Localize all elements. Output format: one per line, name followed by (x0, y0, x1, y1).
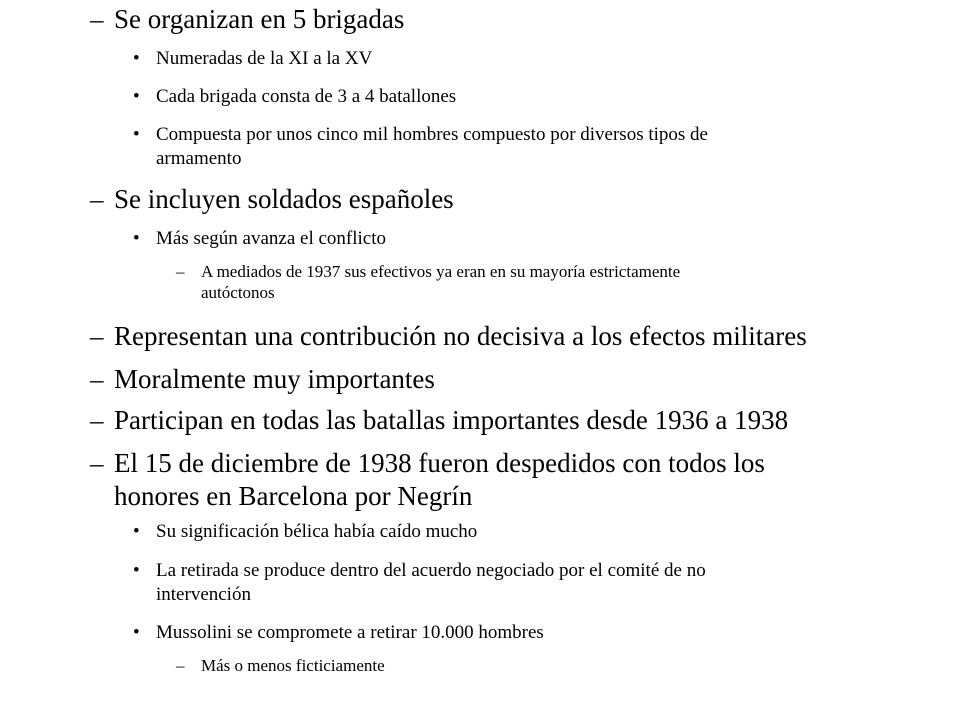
dash-marker: – (176, 262, 185, 281)
dash-marker: – (176, 656, 185, 675)
bullet-marker: • (133, 521, 140, 542)
item-text: autóctonos (201, 283, 275, 302)
item-text: Su significación bélica había caído mucho (156, 521, 478, 542)
item-text: Mussolini se compromete a retirar 10.000 hombres (156, 622, 544, 643)
item-text: Más o menos ficticiamente (201, 656, 385, 675)
item-text: Se incluyen soldados españoles (114, 184, 454, 214)
item-text: honores en Barcelona por Negrín (114, 481, 473, 511)
bullet-marker: • (133, 228, 140, 249)
bullet-marker: • (133, 622, 140, 643)
dash-marker: – (90, 364, 104, 394)
bullet-marker: • (133, 560, 140, 581)
dash-marker: – (90, 321, 104, 351)
bullet-marker: • (133, 86, 140, 107)
item-text: A mediados de 1937 sus efectivos ya eran en su mayoría estrictamente (201, 262, 681, 281)
bullet-marker: • (133, 124, 140, 145)
item-text: intervención (156, 584, 251, 605)
item-text: Moralmente muy importantes (114, 364, 435, 394)
item-text: Se organizan en 5 brigadas (114, 4, 405, 34)
item-text: Compuesta por unos cinco mil hombres compuesto por diversos tipos de (156, 124, 708, 145)
dash-marker: – (90, 4, 104, 34)
item-text: El 15 de diciembre de 1938 fueron despedidos con todos los (114, 448, 765, 478)
item-text: Más según avanza el conflicto (156, 228, 387, 249)
dash-marker: – (90, 405, 104, 435)
item-text: Participan en todas las batallas importantes desde 1936 a 1938 (114, 405, 789, 435)
item-text: Representan una contribución no decisiva a los efectos militares (114, 321, 807, 351)
bullet-marker: • (133, 48, 140, 69)
item-text: Cada brigada consta de 3 a 4 batallones (156, 86, 457, 107)
item-text: La retirada se produce dentro del acuerdo negociado por el comité de no (156, 560, 706, 581)
item-text: Numeradas de la XI a la XV (156, 48, 373, 69)
item-text: armamento (156, 148, 242, 169)
dash-marker: – (90, 184, 104, 214)
dash-marker: – (90, 448, 104, 478)
